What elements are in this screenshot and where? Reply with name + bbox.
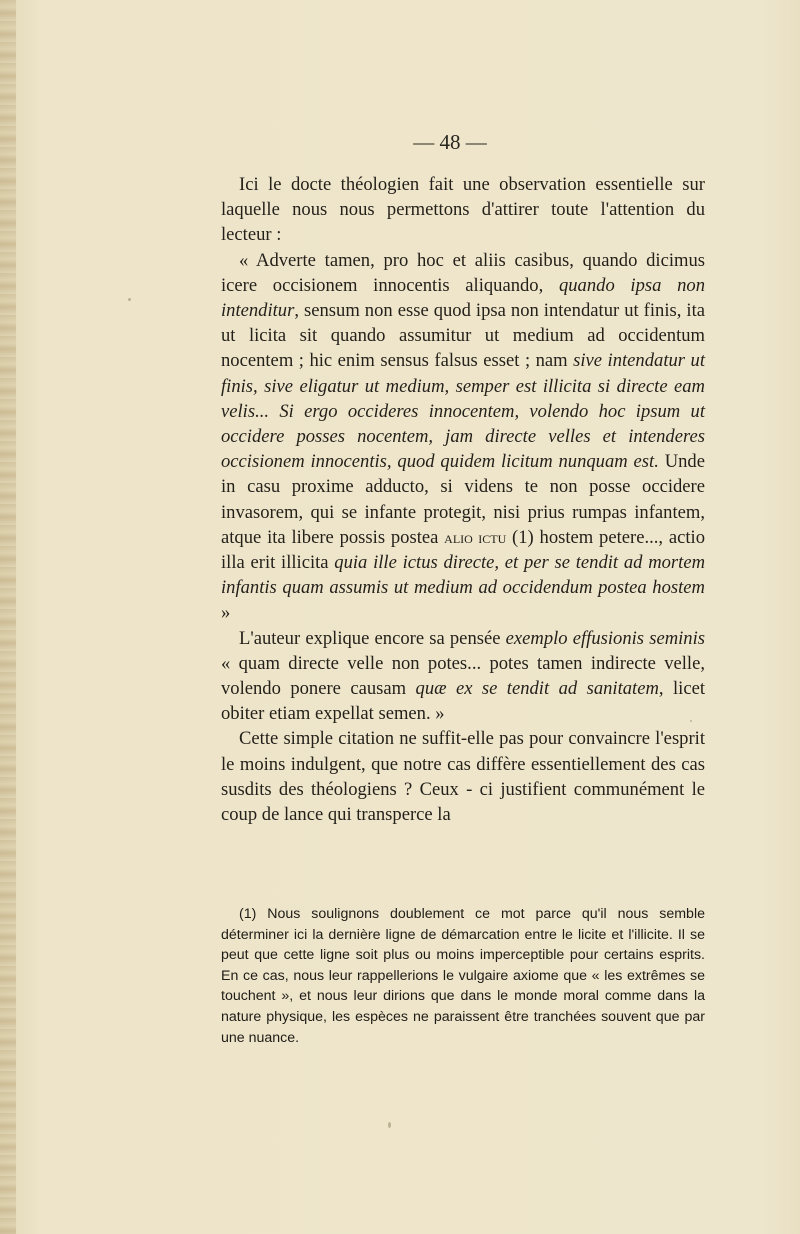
text-run: « quam directe velle non potes... potes tamen indirecte velle, volendo ponere causam <box>221 652 705 700</box>
italic-run: sive intendatur ut finis, sive eligatur ut medium, semper est illicita si directe eam velis... Si ergo occideres innocentem, volendo hoc ipsum ut occidere posses nocentem, jam directe velles et intenderes occisionem innocentis, quod quidem licitum nunquam est. <box>221 350 705 473</box>
paragraph-3 <box>221 626 705 727</box>
italic-run: quia ille ictus directe, et per se tendit ad mortem infantis quam assumis ut medium ad occidendum postea hostem <box>221 552 706 599</box>
text-run: , sensum non esse quod ipsa non intendatur ut finis, ita ut licita sit quando assumitur ut medium ad occidentum nocentem ; hic enim sensus falsus esset ; nam <box>221 300 705 372</box>
text-run: (1) hostem petere..., actio illa erit illicita <box>221 526 705 574</box>
page-edge-binding <box>0 0 16 1234</box>
paragraph-4: Cette simple citation ne suffit-elle pas pour convaincre l'esprit le moins indulgent, que notre cas diffère essentiellement des cas susdits des théologiens ? Ceux - ci justifient communément le coup de lance qui transperce la <box>221 728 705 826</box>
paper-speck <box>690 720 692 722</box>
text-run: » <box>221 602 231 624</box>
text-run: L'auteur explique encore sa pensée <box>239 627 506 649</box>
italic-run: quæ ex se tendit ad sanitatem <box>415 678 659 700</box>
small-caps-run: alio ictu <box>444 527 507 547</box>
paragraph-2 <box>221 248 705 626</box>
footnote <box>221 904 705 1048</box>
page-number: — 48 — <box>413 130 487 154</box>
italic-run: exemplo effusionis seminis <box>505 627 705 649</box>
paragraph-1: Ici le docte théologien fait une observation essentielle sur laquelle nous nous permettons d'attirer toute l'attention du lecteur : <box>221 174 705 246</box>
text-run: « Adverte tamen, pro hoc et aliis casibus, quando dicimus icere occisionem innocentis aliquando, <box>221 249 705 296</box>
main-text <box>221 172 705 827</box>
paper-speck <box>388 1122 391 1128</box>
text-run: , licet obiter etiam expellat semen. » <box>221 678 705 725</box>
footnote-text: (1) Nous soulignons doublement ce mot parce qu'il nous semble déterminer ici la dernière ligne de démarcation entre le licite et l'illicite. Il se peut que cette ligne soit plus ou moins imperceptible pour certains esprits. En ce cas, nous leur rappellerions le vulgaire axiome que « les extrêmes se touchent », et nous leur dirions que dans le monde moral comme dans la nature physique, les espèces ne paraissent être tranchées souvent que par une nuance. <box>221 906 705 1046</box>
italic-run: quando ipsa non intenditur <box>221 274 705 322</box>
text-run: Unde in casu proxime adducto, si videns te non posse occidere invasorem, qui se infante protegit, nisi prius rumpas infantem, atque ita libere possis postea <box>221 451 705 548</box>
paper-speck <box>128 298 131 301</box>
